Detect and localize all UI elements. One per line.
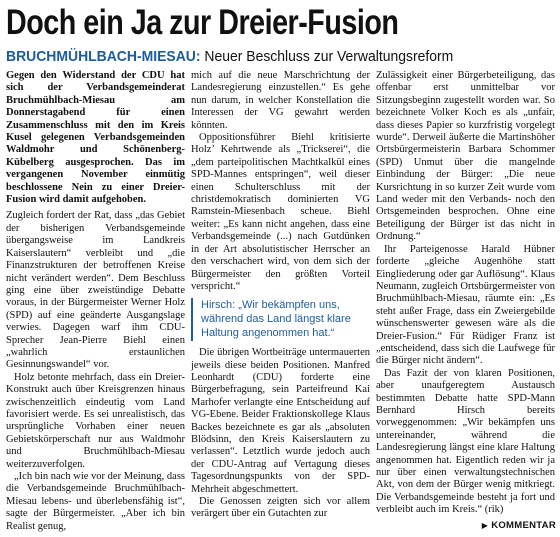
- kicker: BRUCHMÜHLBACH-MIESAU:: [6, 48, 201, 65]
- arrow-right-icon: ▶: [481, 521, 489, 530]
- subheadline: [6, 48, 527, 66]
- column-2: [191, 70, 370, 532]
- body-paragraph: „Ich bin nach wie vor der Meinung, dass die Verbandsgemeinde Bruchmühlbach-Miesau lebens- und überlebensfähig ist“, sagte der Bürgermeister. „Aber ich bin Realist genug,: [6, 471, 185, 532]
- body-paragraph: Zugleich fordert der Rat, dass „das Gebiet der bisherigen Verbandsgemeinde übergangsweise im Landkreis Kaiserslautern“ verbleibt und „die Finanzstrukturen der betroffenen Kreise nicht verändert werden“. Dem Beschluss ging eine über zweistündige Debatte voraus, in der Bürgermeister Werner Holz (SPD) auf eine geänderte Ausgangslage verwies. Dagegen warf ihm CDU-Sprecher Jean-Pierre Biehl einen „wahrlich erstaunlichen Gesinnungswandel“ vor.: [6, 210, 185, 371]
- pull-quote: Hirsch: „Wir bekämpfen uns, während das Land längst klare Haltung angenommen hat.“: [191, 298, 370, 341]
- body-paragraph: Holz betonte mehrfach, dass ein Dreier-Konstrukt auch über Kreisgrenzen hinaus zwischenzeitlich eindeutig vom Land favorisiert werde. Es sei unrealistisch, das ursprüngliche Vorhaben einer neuen Gebietskörperschaft nur aus Waldmohr und Bruchmühlbach-Miesau weiterzuverfolgen.: [6, 371, 185, 470]
- kommentar-link[interactable]: [482, 520, 556, 531]
- column-1: [6, 70, 185, 532]
- lead-paragraph: Gegen den Widerstand der CDU hat sich der Verbandsgemeinderat Bruchmühlbach-Miesau am Donnerstagabend für einen Zusammenschluss mit den im Kreis Kusel gelegenen Verbandsgemeinden Waldmohr und Schönenberg-Kübelberg ausgesprochen. Das im vergangenen November einmütig beschlossene Nein zu einer Dreier-Fusion wird damit aufgehoben.: [6, 70, 185, 206]
- body-paragraph: Die Genossen zeigten sich vor allem verärgert über ein Gutachten zur: [191, 495, 370, 520]
- column-3: [376, 70, 555, 532]
- body-paragraph: Das Fazit der von klaren Positionen, aber unaufgeregtem Austausch bestimmten Debatte hatte SPD-Mann Bernhard Hirsch bereits vorweggenommen: „Wir bekämpfen uns untereinander, während die Landesregierung längst eine klare Haltung angenommen hat. Eigentlich reden wir ja nur über einen verwaltungstechnischen Akt, von dem der Bürger wenig mitkriegt. Die Verbandsgemeinde besteht ja fort und verbleibt auch im Kreis.“ (rik): [376, 367, 555, 516]
- body-paragraph: Zulässigkeit einer Bürgerbeteiligung, das offenbar erst unmittelbar vor Sitzungsbeginn zugestellt worden war. So bezeichnete Volker Koch es als „unfair, dass dieses Papier so kurzfristig vorgelegt wurde“. Derweil äußerte die Martinshöher Ortsbürgermeisterin Barbara Schommer (SPD) Unmut über die mangelnde Einbindung der Bürger: „Die neue Kursrichtung in so kurzer Zeit wurde vom Land weder mit den Verbands- noch den Ortsgemeinden besprochen. Ohne eine Beteiligung der Bürger ist das nicht in Ordnung.“: [376, 70, 555, 243]
- body-paragraph: Oppositionsführer Biehl kritisierte Holz’ Kehrtwende als „Trickserei“, die „dem parteipolitischen Machtkalkül eines SPD-Mannes entspringen“, weil dieser einen Schulterschluss mit der christdemokratisch dominierten VG Ramstein-Miesenbach scheue. Biehl weiter: „Es kann nicht angehen, dass eine Verbandsgemeinde (...) nach Gutdünken in der Art absolutistischer Herrscher an den verschachert wird, von dem sich der Bürgermeister den größten Vorteil verspricht.“: [191, 132, 370, 292]
- body-paragraph: Ihr Parteigenosse Harald Hübner forderte „gleiche Augenhöhe statt Eingliederung oder gar Auflösung“. Klaus Neumann, zugleich Ortsbürgermeister von Bruchmühlbach-Miesau, räumte ein: „Es steht außer Frage, dass ein Zweiergebilde wünschenswerter gewesen wäre als die Dreier-Fusion.“ Für Rüdiger Franz ist „entscheidend, dass sich die Laufwege für die Bürger nicht ändern“.: [376, 243, 555, 367]
- subtitle: Neuer Beschluss zur Verwaltungsreform: [204, 48, 454, 65]
- kommentar-label: KOMMENTAR: [491, 520, 556, 531]
- body-paragraph: mich auf die neue Marschrichtung der Landesregierung einzustellen.“ Es gehe nun darum, in welcher Konstellation die Interessen der VG gewahrt werden könnten.: [191, 70, 370, 131]
- headline: Doch ein Ja zur Dreier-Fusion: [6, 3, 399, 42]
- body-paragraph: Die übrigen Wortbeiträge untermauerten jeweils diese beiden Positionen. Manfred Leonhardt (CDU) forderte eine Bürgerbefragung, sein Parteifreund Kai Marhofer verlangte eine Entscheidung auf VG-Ebene. Beider Fraktionskollege Klaus Backes bezeichnete es gar als „absoluten Blödsinn, den Kreis Kaiserslautern zu verlassen“. Letztlich wurde jedoch auch der CDU-Antrag auf Vertagung dieses Tagesordnungspunkts von der SPD-Mehrheit abgeschmettert.: [191, 347, 370, 495]
